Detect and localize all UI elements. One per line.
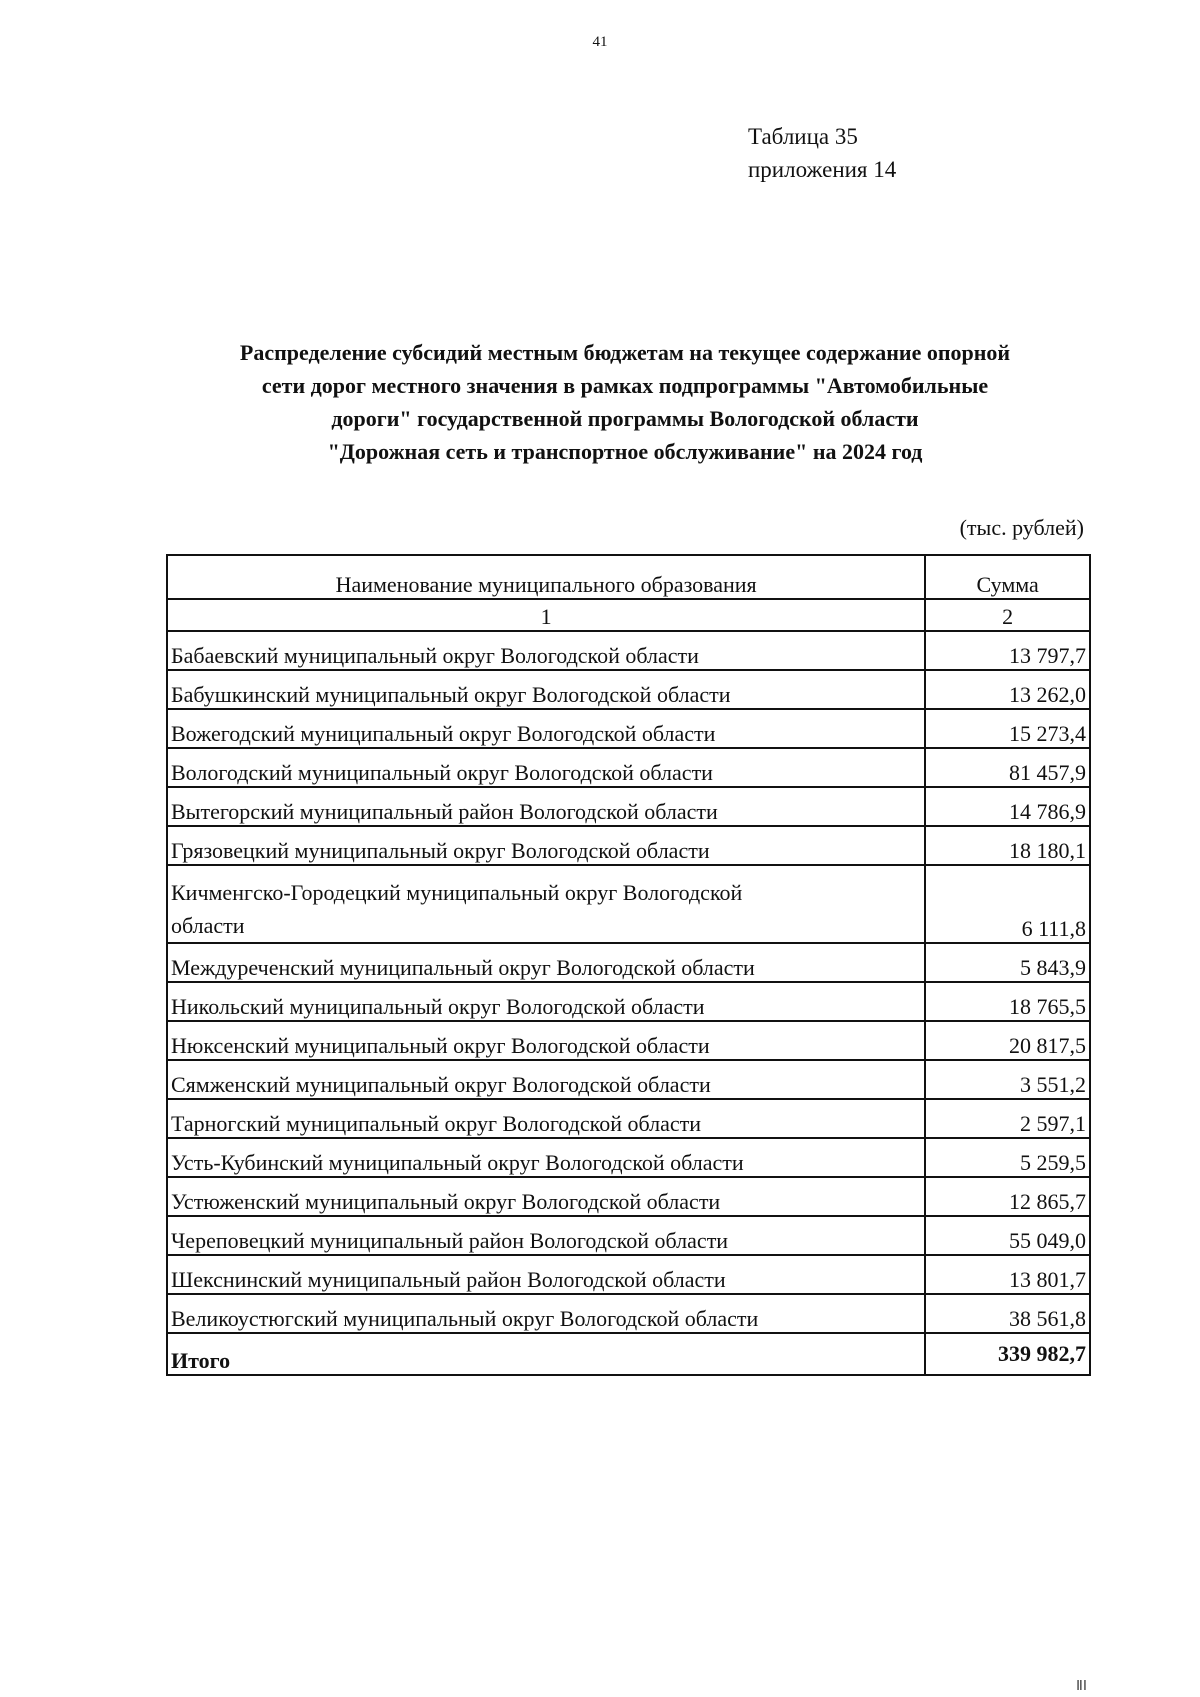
municipality-name [167, 865, 925, 943]
municipality-name: Грязовецкий муниципальный округ Вологодской области [167, 826, 925, 865]
municipality-name: Вожегодский муниципальный округ Вологодской области [167, 709, 925, 748]
table-row [167, 1216, 1090, 1255]
subsidy-amount: 15 273,4 [925, 709, 1090, 748]
municipality-name: Междуреченский муниципальный округ Вологодской области [167, 943, 925, 982]
column-number-2: 2 [925, 599, 1090, 631]
municipality-name: Усть-Кубинский муниципальный округ Вологодской области [167, 1138, 925, 1177]
table-row [167, 1255, 1090, 1294]
subsidy-amount: 13 801,7 [925, 1255, 1090, 1294]
subsidy-amount: 2 597,1 [925, 1099, 1090, 1138]
subsidy-amount: 13 797,7 [925, 631, 1090, 670]
column-number-1: 1 [167, 599, 925, 631]
municipality-name: Шекснинский муниципальный район Вологодской области [167, 1255, 925, 1294]
table-row [167, 943, 1090, 982]
column-number-row [167, 599, 1090, 631]
document-title [160, 336, 1090, 468]
title-line: сети дорог местного значения в рамках подпрограммы "Автомобильные [261, 373, 989, 398]
table-row [167, 1294, 1090, 1333]
header-name: Наименование муниципального образования [167, 555, 925, 599]
subsidy-amount: 13 262,0 [925, 670, 1090, 709]
table-number: Таблица 35 [748, 124, 858, 149]
table-row [167, 865, 1090, 943]
table-row [167, 1138, 1090, 1177]
subsidy-table [166, 554, 1091, 1376]
subsidy-amount: 38 561,8 [925, 1294, 1090, 1333]
table-row [167, 982, 1090, 1021]
municipality-name: Вологодский муниципальный округ Вологодской области [167, 748, 925, 787]
table-row [167, 670, 1090, 709]
subsidy-amount: 6 111,8 [925, 865, 1090, 943]
units-label: (тыс. рублей) [959, 515, 1084, 540]
municipality-name-line: Кичменгско-Городецкий муниципальный округ Вологодской [171, 880, 743, 905]
table-row [167, 826, 1090, 865]
page-number: 41 [592, 34, 608, 50]
municipality-name: Никольский муниципальный округ Вологодской области [167, 982, 925, 1021]
table-reference [748, 120, 896, 186]
municipality-name: Бабушкинский муниципальный округ Вологодской области [167, 670, 925, 709]
subsidy-amount: 18 765,5 [925, 982, 1090, 1021]
municipality-name: Устюженский муниципальный округ Вологодской области [167, 1177, 925, 1216]
subsidy-amount: 5 259,5 [925, 1138, 1090, 1177]
subsidy-amount: 5 843,9 [925, 943, 1090, 982]
table-row [167, 1060, 1090, 1099]
subsidy-amount: 55 049,0 [925, 1216, 1090, 1255]
total-amount: 339 982,7 [925, 1333, 1090, 1375]
table-row [167, 631, 1090, 670]
municipality-name: Тарногский муниципальный округ Вологодской области [167, 1099, 925, 1138]
title-line: дороги" государственной программы Вологодской области [331, 406, 919, 431]
subsidy-amount: 18 180,1 [925, 826, 1090, 865]
total-row [167, 1333, 1090, 1375]
municipality-name: Нюксенский муниципальный округ Вологодской области [167, 1021, 925, 1060]
table-row [167, 787, 1090, 826]
municipality-name-line: области [171, 913, 245, 938]
subsidy-amount: 12 865,7 [925, 1177, 1090, 1216]
total-label: Итого [167, 1333, 925, 1375]
municipality-name: Великоустюгский муниципальный округ Вологодской области [167, 1294, 925, 1333]
table-row [167, 748, 1090, 787]
municipality-name: Череповецкий муниципальный район Вологодской области [167, 1216, 925, 1255]
title-line: "Дорожная сеть и транспортное обслуживание" на 2024 год [327, 439, 923, 464]
appendix-reference: приложения 14 [748, 157, 897, 182]
table-row [167, 1099, 1090, 1138]
subsidy-amount: 3 551,2 [925, 1060, 1090, 1099]
subsidy-amount: 20 817,5 [925, 1021, 1090, 1060]
subsidy-amount: 81 457,9 [925, 748, 1090, 787]
municipality-name: Бабаевский муниципальный округ Вологодской области [167, 631, 925, 670]
table-row [167, 1177, 1090, 1216]
table-header-row [167, 555, 1090, 599]
subsidy-amount: 14 786,9 [925, 787, 1090, 826]
table-row [167, 1021, 1090, 1060]
scan-edge-mark: ⅡⅠ [1076, 1678, 1088, 1694]
municipality-name: Сямженский муниципальный округ Вологодской области [167, 1060, 925, 1099]
title-line: Распределение субсидий местным бюджетам на текущее содержание опорной [239, 340, 1011, 365]
municipality-name: Вытегорский муниципальный район Вологодской области [167, 787, 925, 826]
header-sum: Сумма [925, 555, 1090, 599]
table-row [167, 709, 1090, 748]
